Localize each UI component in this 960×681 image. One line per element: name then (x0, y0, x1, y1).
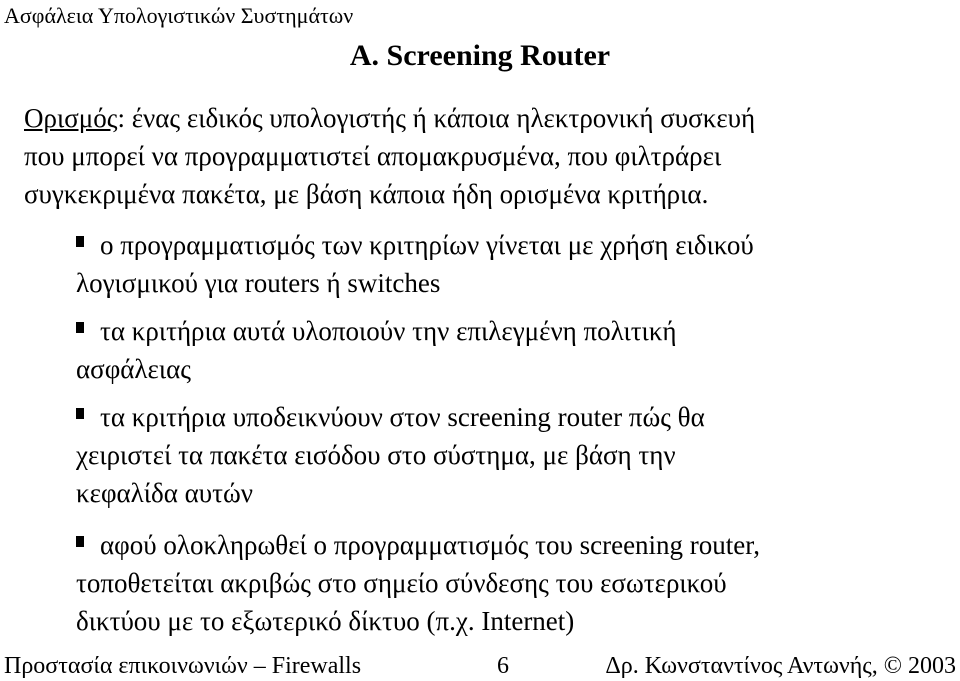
square-bullet-icon (76, 536, 84, 547)
definition-term: Ορισμός (24, 103, 118, 133)
bullet-text: τα κριτήρια υποδεικνύουν στον screening router πώς θα (100, 402, 705, 432)
bullet-3-line-2: χειριστεί τα πακέτα εισόδου στο σύστημα, με βάση την (76, 440, 676, 470)
square-bullet-icon (76, 322, 84, 333)
footer-left: Προστασία επικοινωνιών – Firewalls (4, 653, 362, 679)
bullet-1-line-2: λογισμικού για routers ή switches (76, 268, 441, 298)
bullet-2-line-2: ασφάλειας (76, 354, 191, 384)
bullet-3-line-3: κεφαλίδα αυτών (76, 478, 253, 508)
square-bullet-icon (76, 236, 84, 247)
bullet-2-line-1 (76, 313, 677, 349)
course-header: Ασφάλεια Υπολογιστικών Συστημάτων (4, 3, 354, 28)
square-bullet-icon (76, 408, 84, 419)
footer-page-number: 6 (497, 653, 509, 679)
bullet-4-line-3: δικτύου με το εξωτερικό δίκτυο (π.χ. Internet) (76, 606, 575, 636)
bullet-1-line-1 (76, 227, 754, 263)
bullet-4-line-1 (76, 527, 760, 563)
definition-line-1-text: : ένας ειδικός υπολογιστής ή κάποια ηλεκτρονική συσκευή (117, 103, 756, 133)
bullet-3-line-1 (76, 399, 705, 435)
definition-line-1 (24, 100, 755, 136)
footer-right: Δρ. Κωνσταντίνος Αντωνής, © 2003 (605, 653, 956, 679)
bullet-text: τα κριτήρια αυτά υλοποιούν την επιλεγμένη πολιτική (100, 316, 677, 346)
slide-title: A. Screening Router (349, 39, 611, 72)
bullet-text: ο προγραμματισμός των κριτηρίων γίνεται με χρήση ειδικού (100, 230, 754, 260)
bullet-text: αφού ολοκληρωθεί ο προγραμματισμός του screening router, (100, 530, 760, 560)
bullet-4-line-2: τοποθετείται ακριβώς στο σημείο σύνδεσης του εσωτερικού (76, 568, 727, 598)
definition-line-3: συγκεκριμένα πακέτα, με βάση κάποια ήδη ορισμένα κριτήρια. (24, 179, 709, 209)
definition-line-2: που μπορεί να προγραμματιστεί απομακρυσμένα, που φιλτράρει (24, 141, 722, 171)
